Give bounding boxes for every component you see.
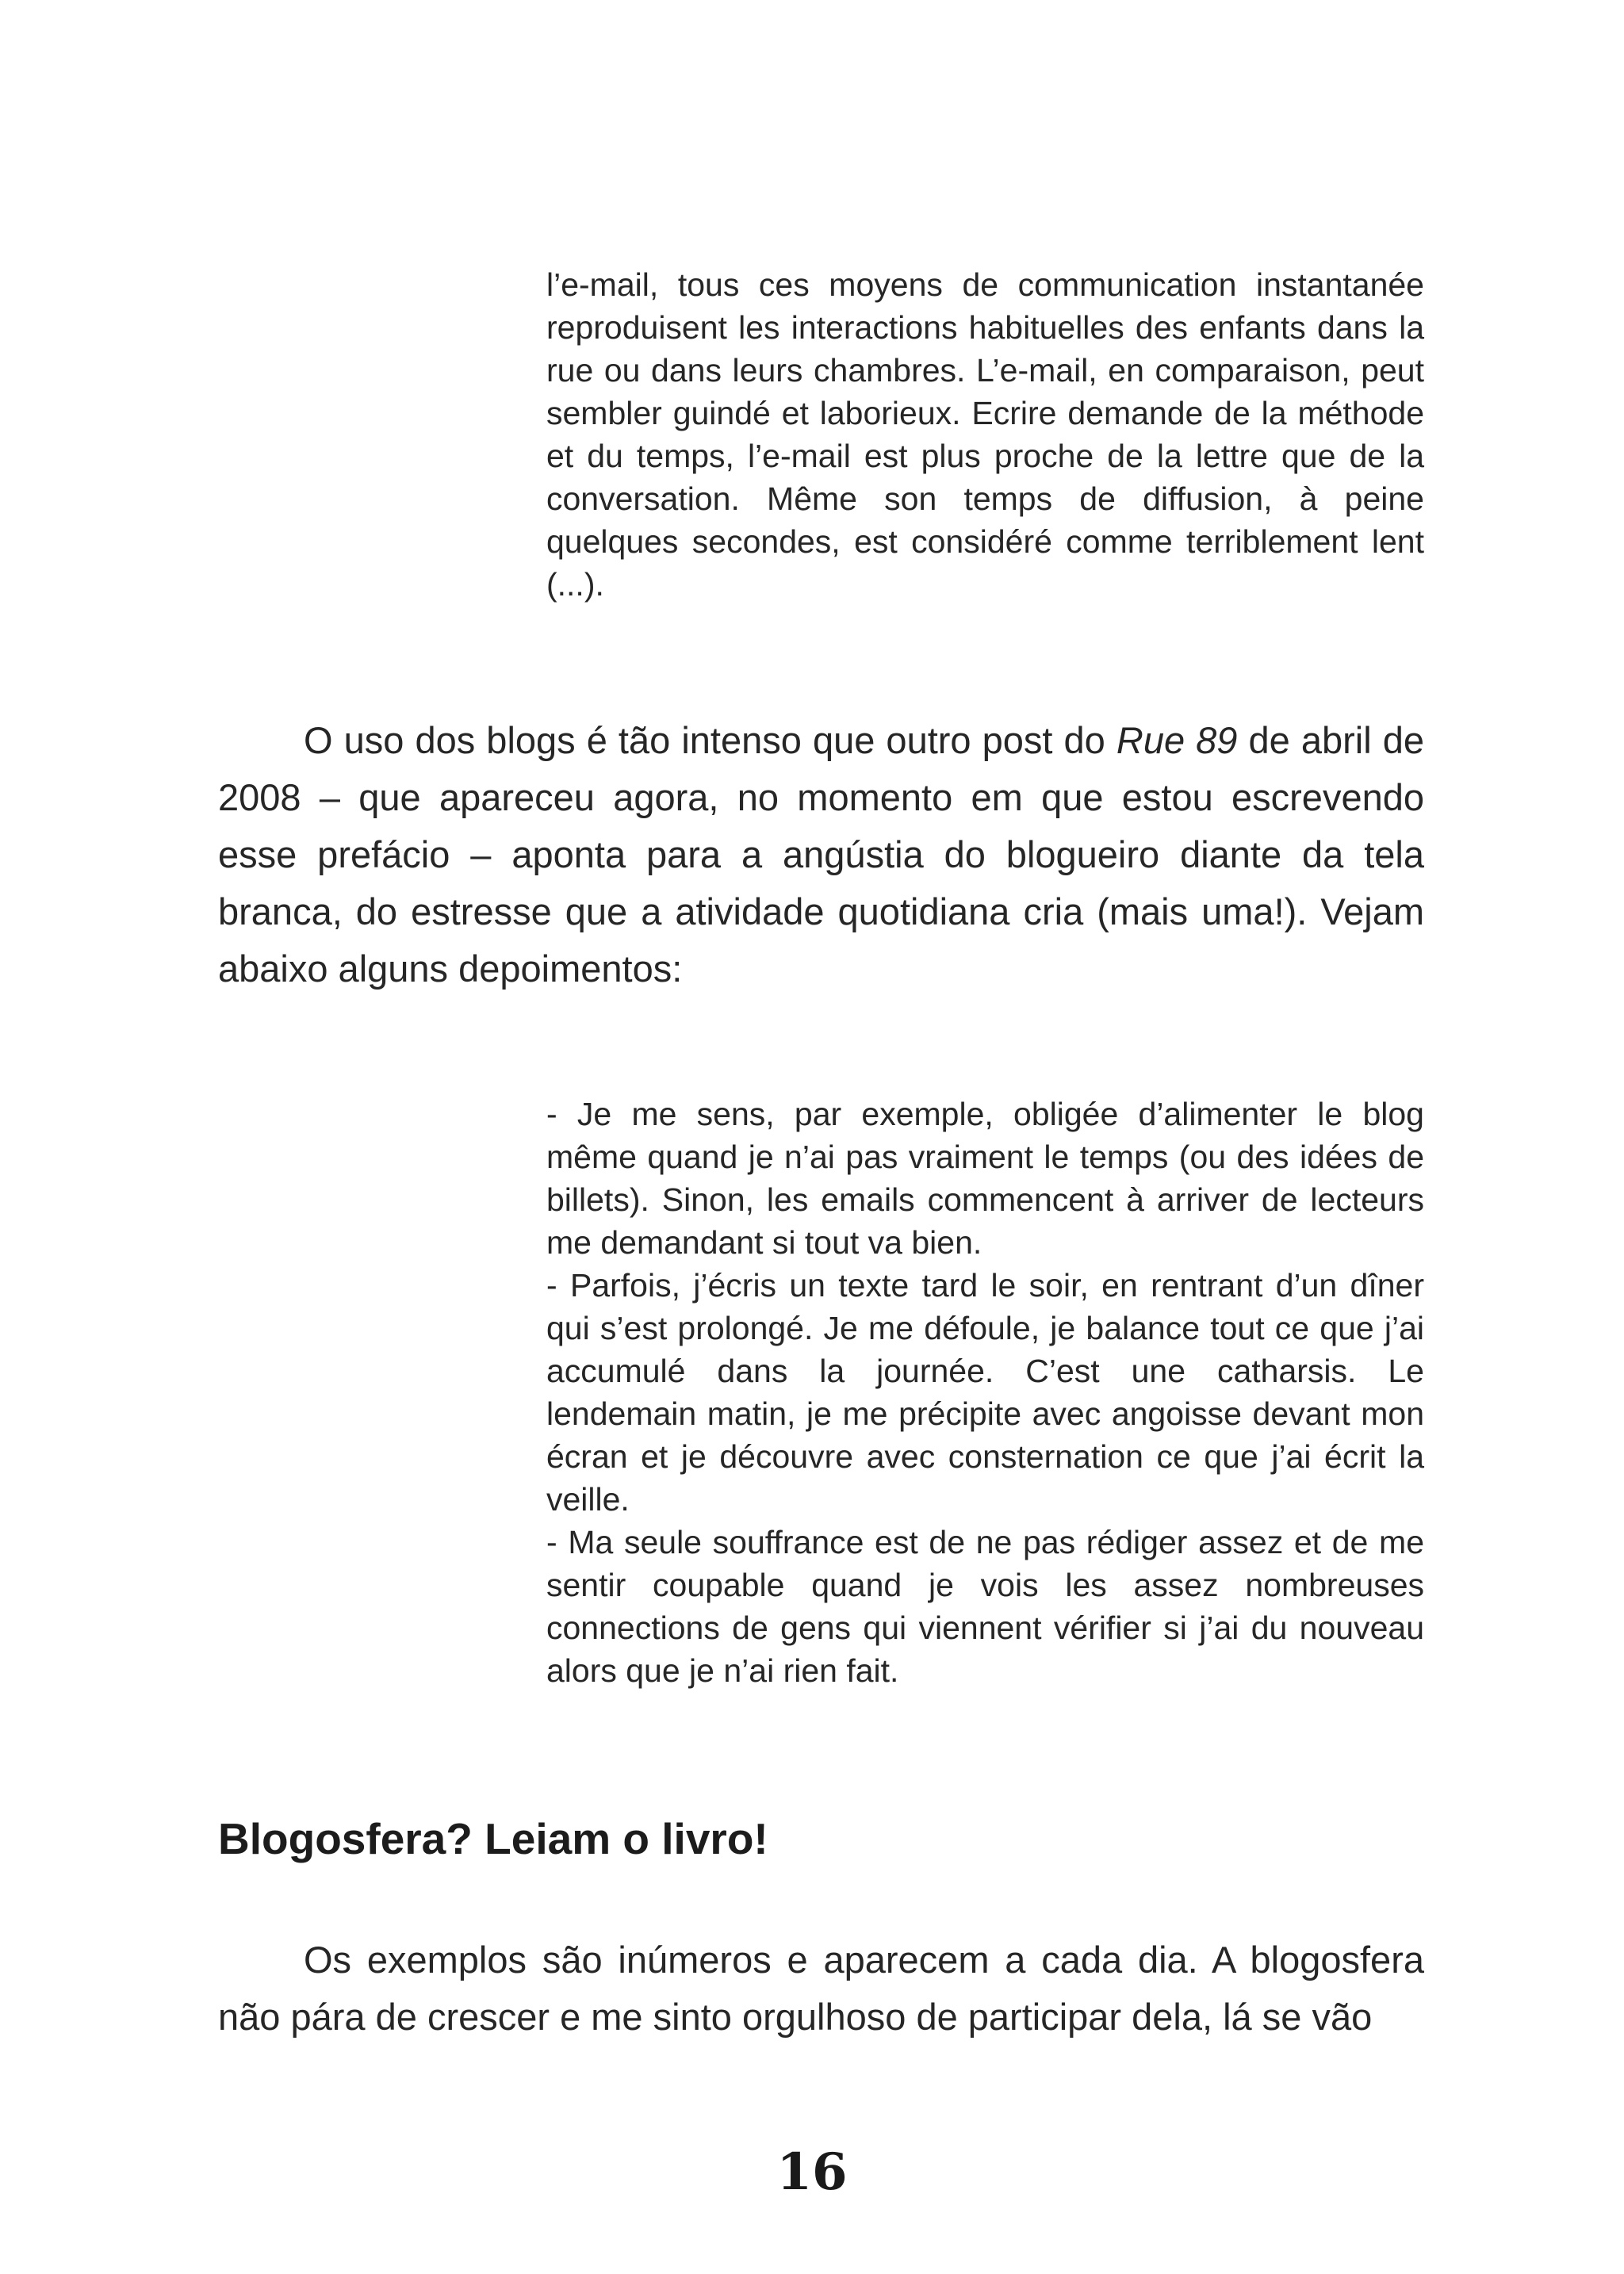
body-paragraph-examples: Os exemplos são inúmeros e aparecem a cada dia. A blogosfera não pára de crescer e me sinto orgulhoso de participar dela, lá se vão: [218, 1939, 1424, 2038]
block-quote-email: [546, 263, 1424, 606]
testimonial-item: - Ma seule souffrance est de ne pas rédiger assez et de me sentir coupable quand je vois les assez nombreuses connections de gens qui viennent vérifier si j’ai du nouveau alors que je n’ai rien fait.: [546, 1524, 1424, 1689]
quote-text: l’e-mail, tous ces moyens de communication instantanée reproduisent les interactions habituelles des enfants dans la rue ou dans leurs chambres. L’e-mail, en comparaison, peut sembler guindé et laborieux. Ecrire demande de la méthode et du temps, l’e-mail est plus proche de la lettre que de la conversation. Même son temps de diffusion, à peine quelques secondes, est considéré comme terriblement lent (...).: [546, 266, 1424, 603]
paragraph-text-end: de abril de 2008 – que apareceu agora, no momento em que estou escrevendo esse prefácio – aponta para a angústia do blogueiro diante da tela branca, do estresse que a atividade quotidiana cria (mais uma!). Vejam abaixo alguns depoimentos:: [218, 719, 1424, 990]
paragraph-text-start: O uso dos blogs é tão intenso que outro post do: [304, 719, 1116, 761]
page-number: 16: [776, 2142, 848, 2202]
section-heading: Blogosfera? Leiam o livro!: [218, 1814, 768, 1863]
testimonial-item: - Je me sens, par exemple, obligée d’alimenter le blog même quand je n’ai pas vraiment le temps (ou des idées de billets). Sinon, les emails commencent à arriver de lecteurs me demandant si tout va bien.: [546, 1096, 1424, 1261]
body-paragraph-blogs: [218, 712, 1424, 997]
block-quote-testimonials: [546, 1093, 1424, 1692]
testimonial-item: - Parfois, j’écris un texte tard le soir, en rentrant d’un dîner qui s’est prolongé. Je me défoule, je balance tout ce que j’ai accumulé dans la journée. C’est une catharsis. Le lendemain matin, je me précipite avec angoisse devant mon écran et je découvre avec consternation ce que j’ai écrit la veille.: [546, 1267, 1424, 1518]
publication-name: Rue 89: [1116, 719, 1238, 761]
